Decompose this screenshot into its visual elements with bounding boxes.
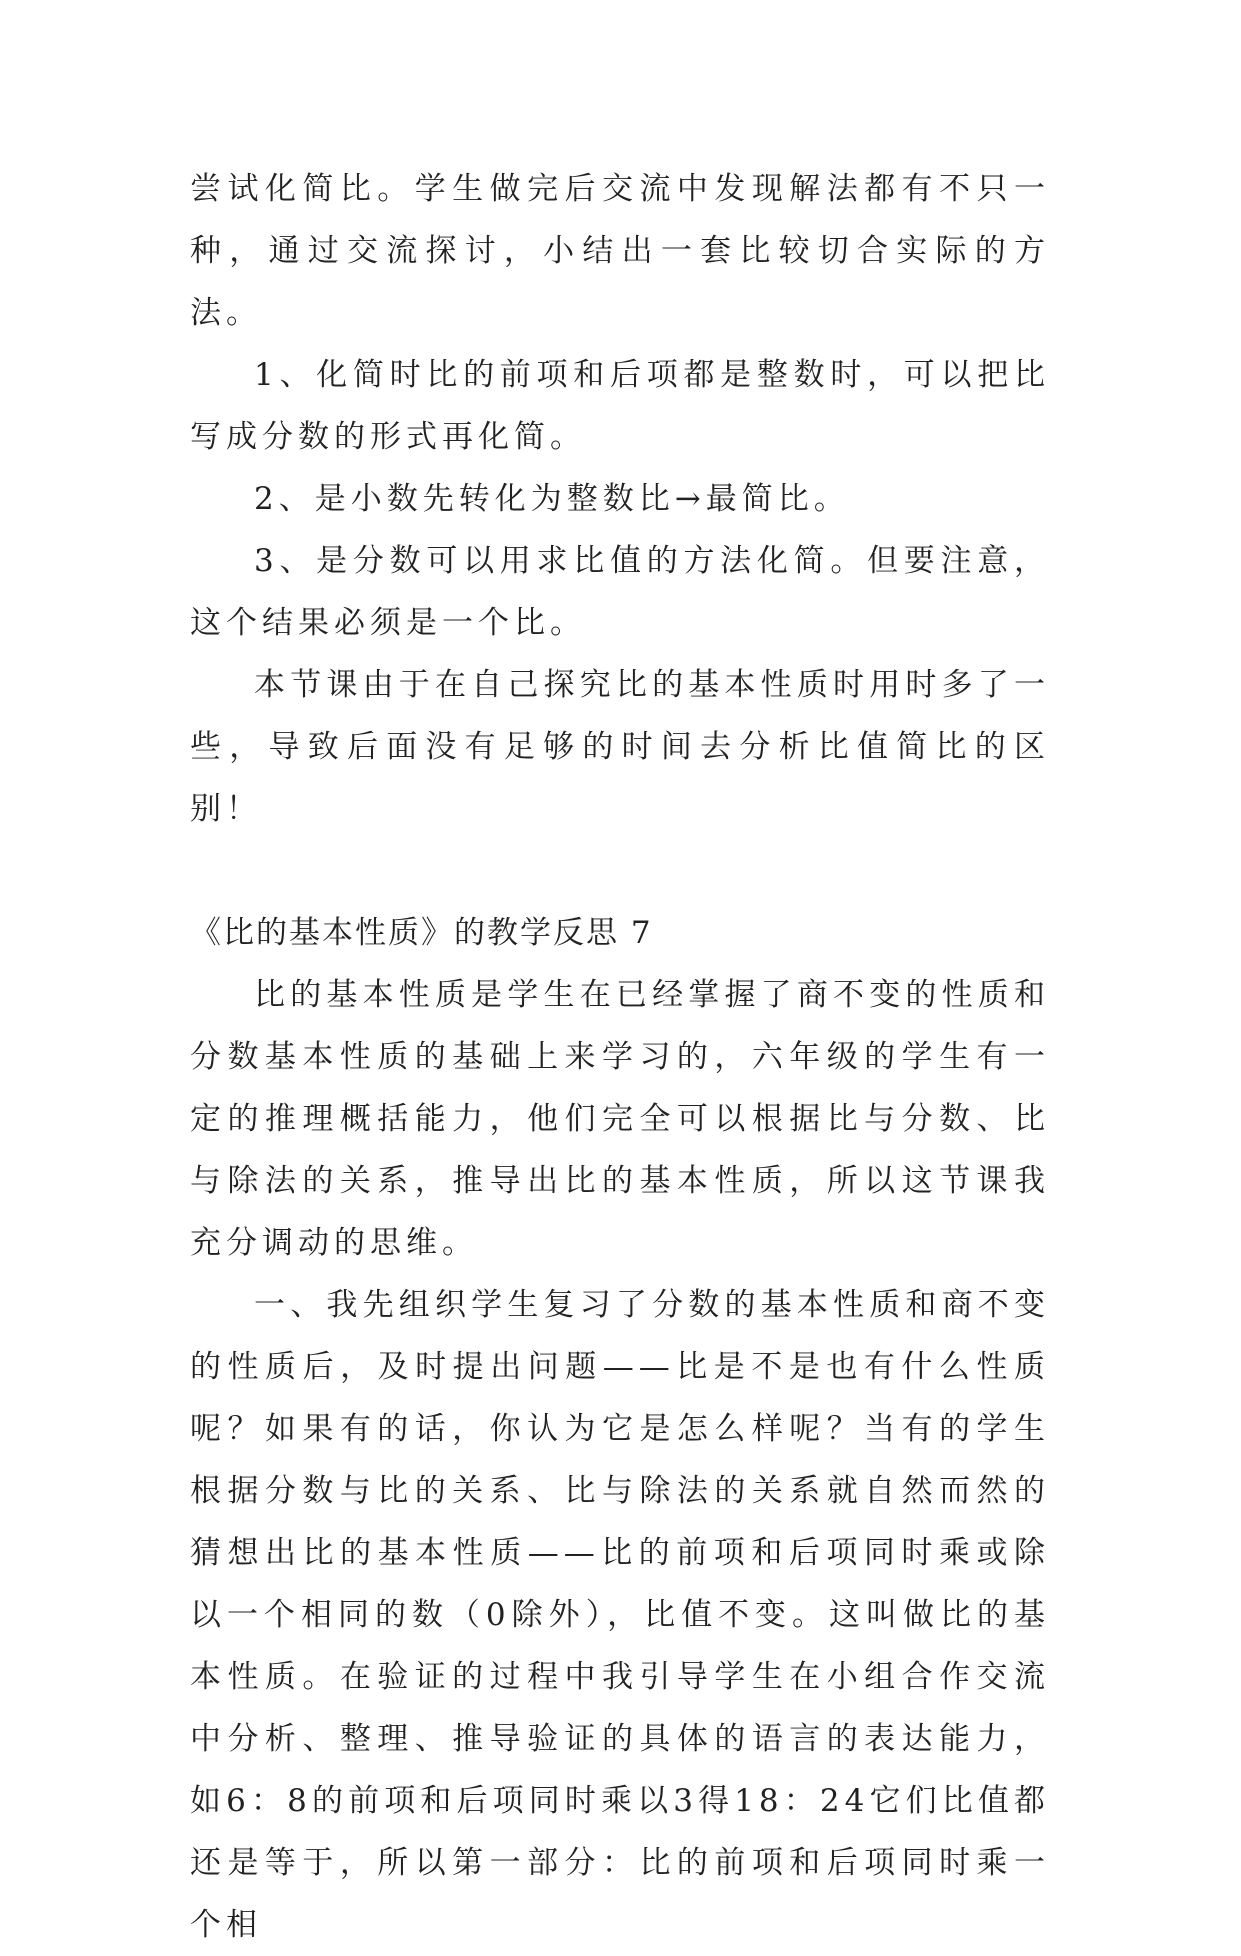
paragraph-method-1: 1、化简时比的前项和后项都是整数时，可以把比写成分数的形式再化简。 [190,357,1050,455]
section-title: 《比的基本性质》的教学反思 7 [190,915,653,951]
paragraph-reflection: 本节课由于在自己探究比的基本性质时用时多了一些，导致后面没有足够的时间去分析比值简比的区别！ [190,667,1050,827]
paragraph-intro: 尝试化简比。学生做完后交流中发现解法都有不只一种，通过交流探讨，小结出一套比较切合实际的方法。 [190,171,1050,331]
document-body [190,158,1050,1956]
paragraph-section-intro: 比的基本性质是学生在已经掌握了商不变的性质和分数基本性质的基础上来学习的，六年级的学生有一定的推理概括能力，他们完全可以根据比与分数、比与除法的关系，推导出比的基本性质，所以这节课我充分调动的思维。 [190,977,1050,1261]
paragraph-method-2: 2、是小数先转化为整数比→最简比。 [254,481,850,517]
paragraph-method-3: 3、是分数可以用求比值的方法化简。但要注意，这个结果必须是一个比。 [190,543,1050,641]
paragraph-section-part-one: 一、我先组织学生复习了分数的基本性质和商不变的性质后，及时提出问题——比是不是也有什么性质呢？如果有的话，你认为它是怎么样呢？当有的学生根据分数与比的关系、比与除法的关系就自然而然的猜想出比的基本性质——比的前项和后项同时乘或除以一个相同的数（0除外），比值不变。这叫做比的基本性质。在验证的过程中我引导学生在小组合作交流中分析、整理、推导验证的具体的语言的表达能力，如6：8的前项和后项同时乘以3得18：24它们比值都还是等于，所以第一部分：比的前项和后项同时乘一个相 [190,1287,1050,1943]
